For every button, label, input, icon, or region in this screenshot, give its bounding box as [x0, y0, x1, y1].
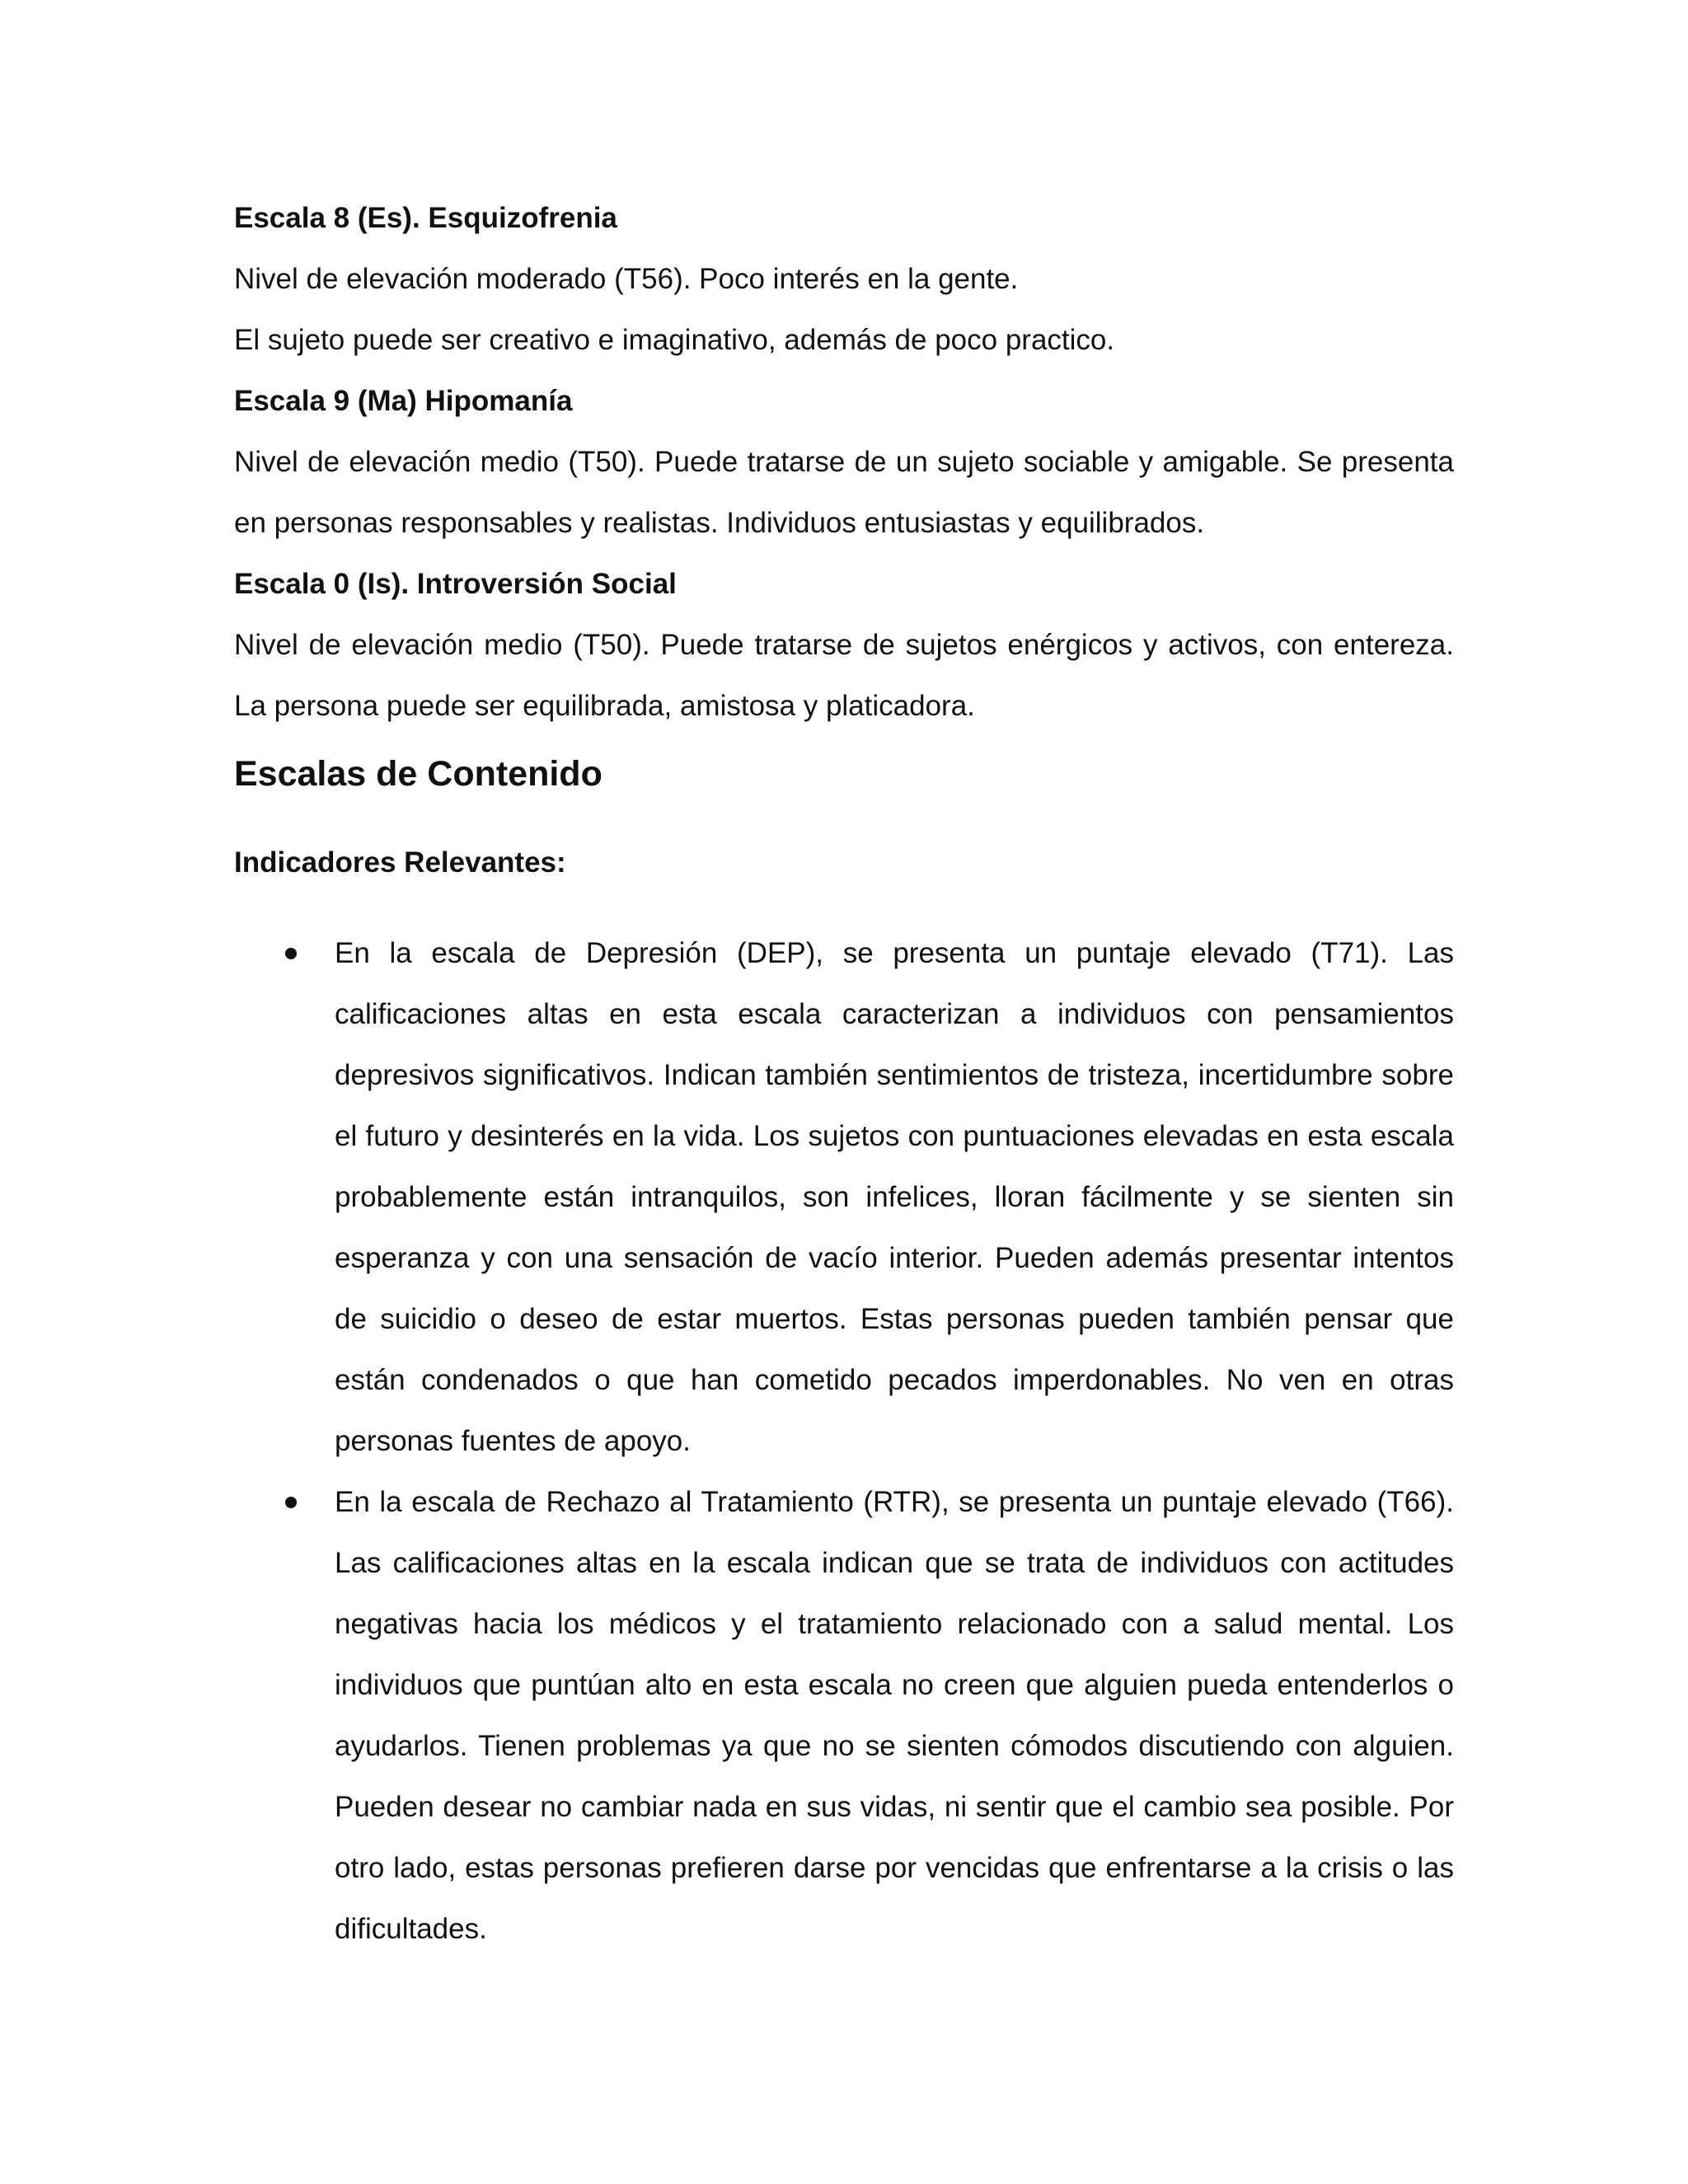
scale-9-section [234, 371, 1454, 554]
content-scales-section [234, 737, 1454, 1960]
scale-8-heading: Escala 8 (Es). Esquizofrenia [234, 202, 617, 234]
scale-9-heading: Escala 9 (Ma) Hipomanía [234, 385, 573, 417]
document-page [234, 188, 1454, 1960]
scale-8-paragraph-1: Nivel de elevación moderado (T56). Poco interés en la gente. [234, 263, 1019, 295]
content-scales-title: Escalas de Contenido [234, 754, 603, 794]
bullet-icon [285, 948, 297, 959]
list-item-rtr [234, 1472, 1454, 1960]
bullet-icon [285, 1497, 297, 1508]
scale-9-paragraph: Nivel de elevación medio (T50). Puede tratarse de un sujeto sociable y amigable. Se presenta en personas responsables y realistas. Individuos entusiastas y equilibrados. [234, 446, 1454, 539]
list-item-dep-text: En la escala de Depresión (DEP), se presenta un puntaje elevado (T71). Las calificaciones altas en esta escala caracterizan a individuos con pensamientos depresivos significativos. Indican también sentimientos de tristeza, incertidumbre sobre el futuro y desinterés en la vida. Los sujetos con puntuaciones elevadas en esta escala probablemente están intranquilos, son infelices, lloran fácilmente y se sienten sin esperanza y con una sensación de vacío interior. Pueden además presentar intentos de suicidio o deseo de estar muertos. Estas personas pueden también pensar que están condenados o que han cometido pecados imperdonables. No ven en otras personas fuentes de apoyo. [335, 937, 1454, 1457]
relevant-indicators-heading: Indicadores Relevantes: [234, 846, 566, 879]
scale-8-paragraph-2: El sujeto puede ser creativo e imaginativo, además de poco practico. [234, 324, 1115, 356]
list-item-dep [234, 923, 1454, 1472]
scale-0-heading: Escala 0 (Is). Introversión Social [234, 568, 677, 600]
indicators-list [234, 923, 1454, 1960]
scale-8-section [234, 188, 1454, 371]
list-item-rtr-text: En la escala de Rechazo al Tratamiento (RTR), se presenta un puntaje elevado (T66). Las calificaciones altas en la escala indican que se trata de individuos con actitudes negativas hacia los médicos y el tratamiento relacionado con a salud mental. Los individuos que puntúan alto en esta escala no creen que alguien pueda entenderlos o ayudarlos. Tienen problemas ya que no se sienten cómodos discutiendo con alguien. Pueden desear no cambiar nada en sus vidas, ni sentir que el cambio sea posible. Por otro lado, estas personas prefieren darse por vencidas que enfrentarse a la crisis o las dificultades. [335, 1486, 1454, 1945]
scale-0-section [234, 554, 1454, 737]
scale-0-paragraph: Nivel de elevación medio (T50). Puede tratarse de sujetos enérgicos y activos, con entereza. La persona puede ser equilibrada, amistosa y platicadora. [234, 629, 1454, 722]
